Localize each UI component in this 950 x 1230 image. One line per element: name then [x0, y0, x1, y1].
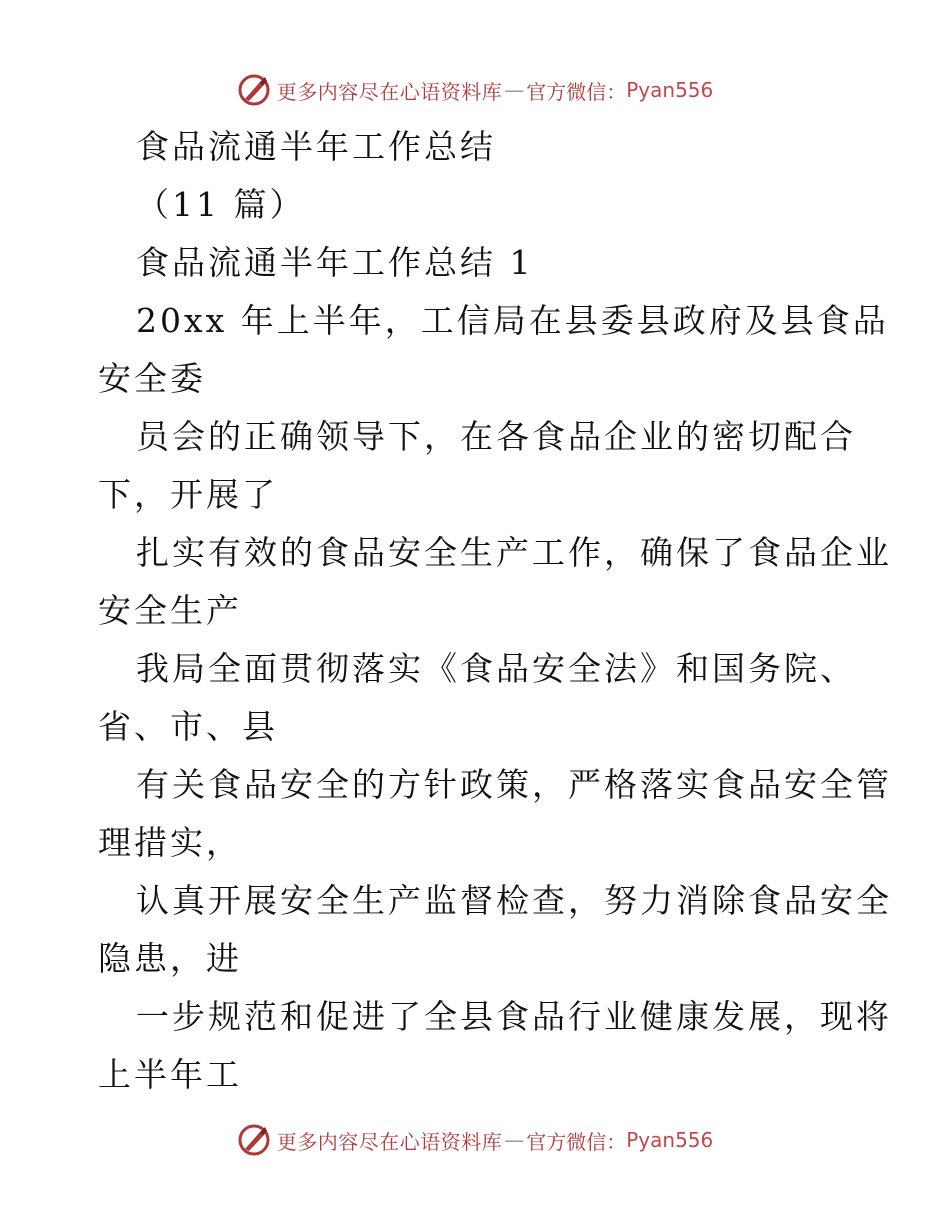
paragraph-line: 安全委: [98, 359, 206, 398]
banner-wechat-label: 官方微信：: [526, 79, 627, 104]
banner-separator: —: [504, 78, 525, 102]
paragraph-line: 20xx 年上半年，工信局在县委县政府及县食品: [136, 301, 889, 340]
banner-label: 更多内容尽在心语资料库: [276, 79, 503, 104]
paragraph-line: 扎实有效的食品安全生产工作，确保了食品企业: [136, 533, 892, 572]
banner-wechat-id: Pyan556: [626, 1128, 714, 1152]
paragraph-line: 下，开展了: [98, 475, 278, 514]
document-count: （11 篇）: [136, 185, 306, 224]
footer-banner: [0, 1120, 950, 1160]
section-heading: 食品流通半年工作总结 1: [136, 243, 534, 282]
banner-wechat-id: Pyan556: [626, 78, 714, 102]
banner-label: 更多内容尽在心语资料库: [276, 1129, 503, 1154]
paragraph-line: 上半年工: [98, 1055, 242, 1094]
header-banner: [0, 70, 950, 110]
paragraph-line: 隐患，进: [98, 939, 242, 978]
pen-logo-icon: [237, 73, 271, 107]
paragraph-line: 安全生产: [98, 591, 242, 630]
paragraph-line: 认真开展安全生产监督检查，努力消除食品安全: [136, 881, 892, 920]
banner-wechat-label: 官方微信：: [526, 1129, 627, 1154]
paragraph-line: 有关食品安全的方针政策，严格落实食品安全管: [136, 765, 892, 804]
pen-logo-icon: [237, 1123, 271, 1157]
paragraph-line: 一步规范和促进了全县食品行业健康发展，现将: [136, 997, 892, 1036]
banner-separator: —: [504, 1128, 525, 1152]
paragraph-line: 省、市、县: [98, 707, 278, 746]
paragraph-line: 理措实，: [98, 823, 242, 862]
paragraph-line: 员会的正确领导下，在各食品企业的密切配合: [136, 417, 856, 456]
document-title: 食品流通半年工作总结: [136, 127, 496, 166]
document-body: [98, 118, 892, 1104]
paragraph-line: 我局全面贯彻落实《食品安全法》和国务院、: [136, 649, 856, 688]
